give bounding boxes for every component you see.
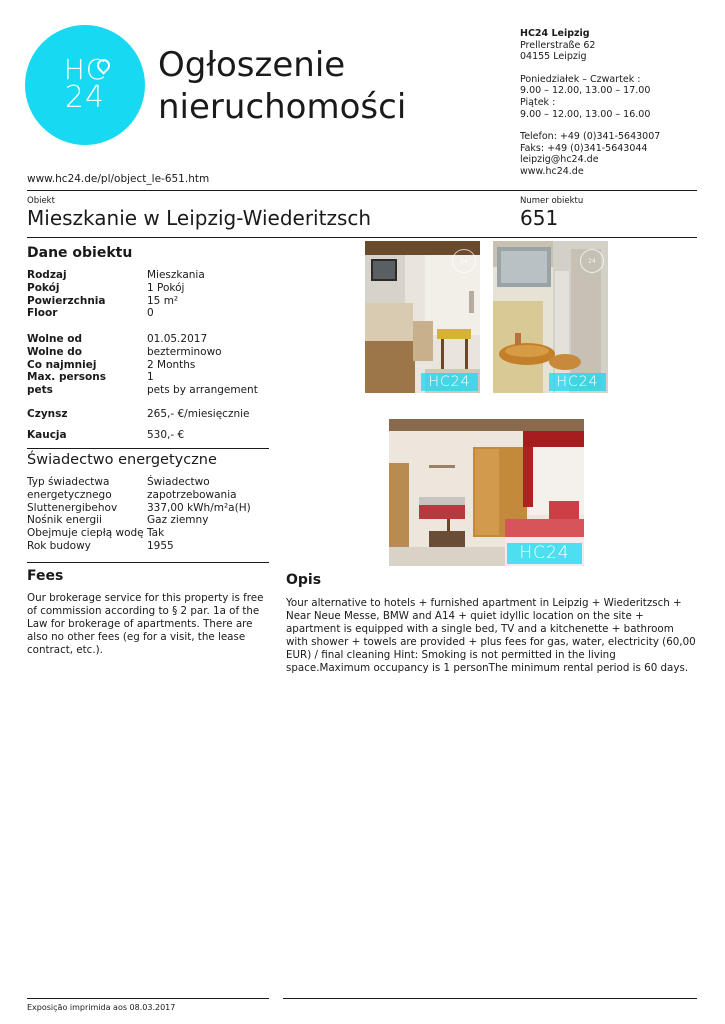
energy-details [27, 476, 272, 553]
footer-print-date: Exposição imprimida aos 08.03.2017 [27, 1003, 176, 1012]
company-street: Prellerstraße 62 [520, 39, 596, 51]
object-title: Mieszkanie w Leipzig-Wiederitzsch [27, 206, 372, 230]
detail-row [27, 295, 272, 308]
energy-row [27, 527, 272, 540]
object-number: 651 [520, 206, 559, 230]
detail-value: 0 [147, 307, 154, 320]
details-group-basic [27, 269, 272, 320]
hours-value-fri: 9.00 – 12.00, 13.00 – 16.00 [520, 108, 651, 120]
object-number-label: Numer obiektu [520, 196, 584, 206]
detail-value: 1 Pokój [147, 281, 185, 294]
detail-key: Max. persons [27, 371, 106, 384]
energy-row [27, 540, 272, 553]
energy-row [27, 514, 272, 527]
detail-key: Wolne od [27, 333, 83, 345]
rent-row [27, 408, 272, 421]
detail-value: Mieszkania [147, 269, 205, 281]
energy-row [27, 476, 272, 489]
detail-row [27, 307, 272, 320]
detail-value: 1 [147, 371, 154, 384]
company-name: HC24 Leipzig [520, 28, 590, 39]
energy-key: Nośnik energii [27, 514, 102, 527]
company-phone: Telefon: +49 (0)341-5643007 [520, 131, 661, 143]
energy-value: Tak [147, 527, 165, 540]
divider-energy [27, 448, 269, 449]
energy-value: Świadectwo [147, 476, 210, 488]
detail-key: Co najmniej [27, 358, 97, 371]
detail-key: pets [27, 384, 53, 397]
energy-key: Sluttenergibehov [27, 501, 118, 514]
detail-row [27, 346, 272, 359]
fees-heading: Fees [27, 568, 64, 584]
detail-row [27, 333, 272, 346]
company-logo [25, 25, 145, 145]
detail-row [27, 269, 272, 282]
energy-key: Typ świadectwa [27, 476, 110, 488]
detail-key: Floor [27, 307, 58, 320]
detail-key: Rodzaj [27, 269, 67, 281]
logo-text-hc: HC [63, 53, 107, 87]
object-url[interactable]: www.hc24.de/pl/object_le-651.htm [27, 173, 210, 185]
detail-key: Wolne do [27, 345, 83, 358]
detail-row [27, 282, 272, 295]
energy-key: Rok budowy [27, 539, 91, 552]
watermark-badge-small: 24 [452, 249, 476, 273]
detail-value: 2 Months [147, 358, 196, 371]
detail-row [27, 359, 272, 372]
hours-value-mon-thu: 9.00 – 12.00, 13.00 – 17.00 [520, 85, 651, 97]
energy-value: Gaz ziemny [147, 514, 209, 527]
detail-value: 01.05.2017 [147, 333, 208, 345]
hours-label-fri: Piątek : [520, 96, 556, 108]
detail-row [27, 384, 272, 397]
company-city: 04155 Leipzig [520, 51, 587, 63]
rent-value: 265,- €/miesięcznie [147, 408, 250, 420]
deposit-value: 530,- € [147, 429, 185, 441]
detail-value: pets by arrangement [147, 384, 258, 397]
page-title: Ogłoszenie nieruchomości [158, 45, 407, 127]
divider-top [27, 190, 697, 191]
object-label: Obiekt [27, 196, 55, 206]
watermark-badge-small: 24 [580, 249, 604, 273]
hours-label-mon-thu: Poniedziałek – Czwartek : [520, 73, 641, 85]
energy-value: 1955 [147, 539, 174, 552]
divider-object [27, 237, 697, 238]
energy-heading: Świadectwo energetyczne [27, 452, 217, 468]
energy-value: 337,00 kWh/m²a(H) [147, 501, 251, 514]
energy-value: zapotrzebowania [147, 488, 237, 501]
company-info [520, 28, 710, 178]
detail-key: Powierzchnia [27, 294, 106, 307]
detail-value: 15 m² [147, 294, 179, 307]
fees-text: Our brokerage service for this property is free of commission according to § 2 par. 1a of the Law for brokerage of apartments. There are also no other fees (eg for a visit, the lease contract, etc.). [27, 592, 264, 656]
photo-watermark: HC24 [421, 373, 478, 391]
deposit-key: Kaucja [27, 429, 67, 441]
description-text: Your alternative to hotels + furnished apartment in Leipzig + Wiederitzsch + Near Neue Messe, BMW and A14 + quiet idyllic location on the site + apartment is equipped with a single bed, TV and a kitchenette + bathroom with shower + towels are provided + plus fees for gas, water, electricity (60,00 EUR) / final cleaning Hint: Smoking is not permitted in the living space.Maximum occupancy is 1 personThe minimum rental period is 60 days. [286, 597, 696, 674]
logo-text-24: 24 [64, 80, 106, 116]
company-email[interactable]: leipzig@hc24.de [520, 154, 599, 166]
footer-divider-left [27, 998, 269, 999]
photo-bathroom[interactable] [493, 241, 608, 393]
detail-key: Pokój [27, 281, 60, 294]
footer-divider-right [283, 998, 697, 999]
description-heading: Opis [286, 572, 322, 588]
detail-row [27, 371, 272, 384]
rent-key: Czynsz [27, 408, 68, 420]
photo-watermark: HC24 [549, 373, 606, 391]
detail-value: bezterminowo [147, 345, 222, 358]
company-fax: Faks: +49 (0)341-5643044 [520, 142, 648, 154]
photo-bedroom[interactable] [389, 419, 584, 566]
photo-kitchen[interactable] [365, 241, 480, 393]
energy-row [27, 489, 272, 502]
deposit-row [27, 429, 272, 442]
photo-watermark: HC24 [507, 543, 582, 564]
details-group-availability [27, 333, 272, 397]
energy-key: Obejmuje ciepłą wodę [27, 527, 144, 540]
energy-row [27, 502, 272, 515]
details-heading: Dane obiektu [27, 245, 133, 261]
energy-key: energetycznego [27, 488, 112, 501]
divider-fees [27, 562, 269, 563]
company-website[interactable]: www.hc24.de [520, 165, 584, 177]
